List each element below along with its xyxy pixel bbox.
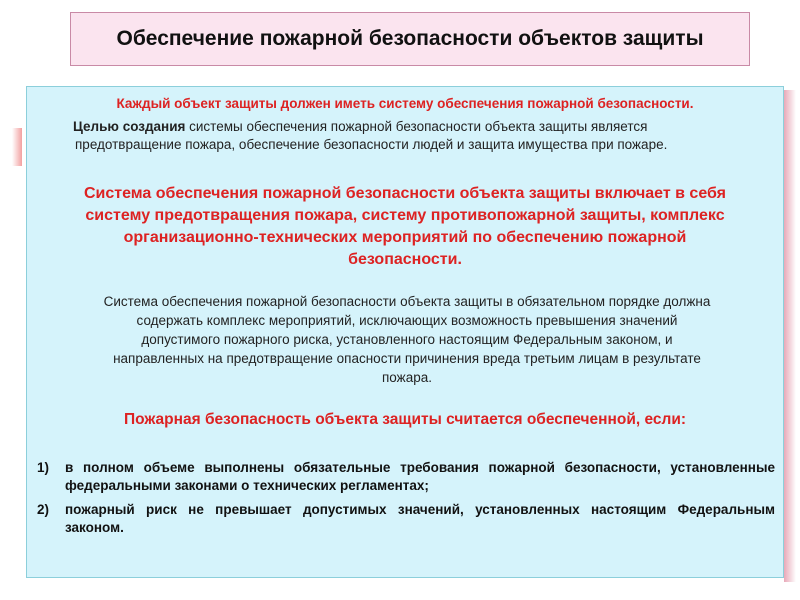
conditions-heading: Пожарная безопасность объекта защиты считается обеспеченной, если: bbox=[123, 411, 687, 428]
requirements-paragraph bbox=[49, 292, 765, 387]
requirements-line-1: Система обеспечения пожарной безопасности объекта защиты в обязательном порядке должна bbox=[103, 294, 711, 309]
purpose-line-1 bbox=[67, 118, 767, 136]
title-banner bbox=[70, 12, 750, 66]
system-line-4: безопасности. bbox=[348, 251, 462, 268]
system-line-3: организационно-технических мероприятий по обеспечению пожарной bbox=[123, 229, 687, 246]
content-panel bbox=[26, 86, 784, 578]
system-line-2: систему предотвращения пожара, систему противопожарной защиты, комплекс bbox=[85, 207, 725, 224]
requirements-line-3: допустимого пожарного риска, установленного настоящим Федеральным законом, и bbox=[141, 332, 673, 347]
side-accent-decoration bbox=[12, 128, 22, 166]
list-item-text: пожарный риск не превышает допустимых значений, установленных настоящим Федеральным законом. bbox=[65, 502, 775, 535]
list-item bbox=[37, 501, 775, 537]
purpose-line-2: предотвращение пожара, обеспечение безопасности людей и защита имущества при пожаре. bbox=[75, 137, 668, 152]
conditions-list bbox=[37, 459, 775, 543]
list-item-number: 1) bbox=[37, 460, 50, 475]
system-composition-paragraph bbox=[45, 183, 765, 271]
list-item bbox=[37, 459, 775, 495]
requirements-line-4: направленных на предотвращение опасности причинения вреда третьим лицам в результате bbox=[113, 351, 701, 366]
requirements-line-5: пожара. bbox=[382, 370, 432, 385]
right-shadow-decoration bbox=[784, 90, 796, 582]
list-item-text: в полном объеме выполнены обязательные требования пожарной безопасности, установленные федеральными законами о технических регламентах; bbox=[65, 460, 775, 493]
purpose-line-1-rest: системы обеспечения пожарной безопасности объекта защиты является bbox=[185, 119, 648, 134]
intro-statement: Каждый объект защиты должен иметь систему обеспечения пожарной безопасности. bbox=[116, 96, 694, 111]
purpose-paragraph bbox=[67, 118, 767, 154]
list-item-number: 2) bbox=[37, 502, 50, 517]
purpose-bold-lead: Целью создания bbox=[73, 119, 186, 134]
page-title: Обеспечение пожарной безопасности объектов защиты bbox=[116, 27, 704, 50]
requirements-line-2: содержать комплекс мероприятий, исключающих возможность превышения значений bbox=[136, 313, 678, 328]
system-line-1: Система обеспечения пожарной безопасности объекта защиты включает в себя bbox=[83, 185, 727, 202]
